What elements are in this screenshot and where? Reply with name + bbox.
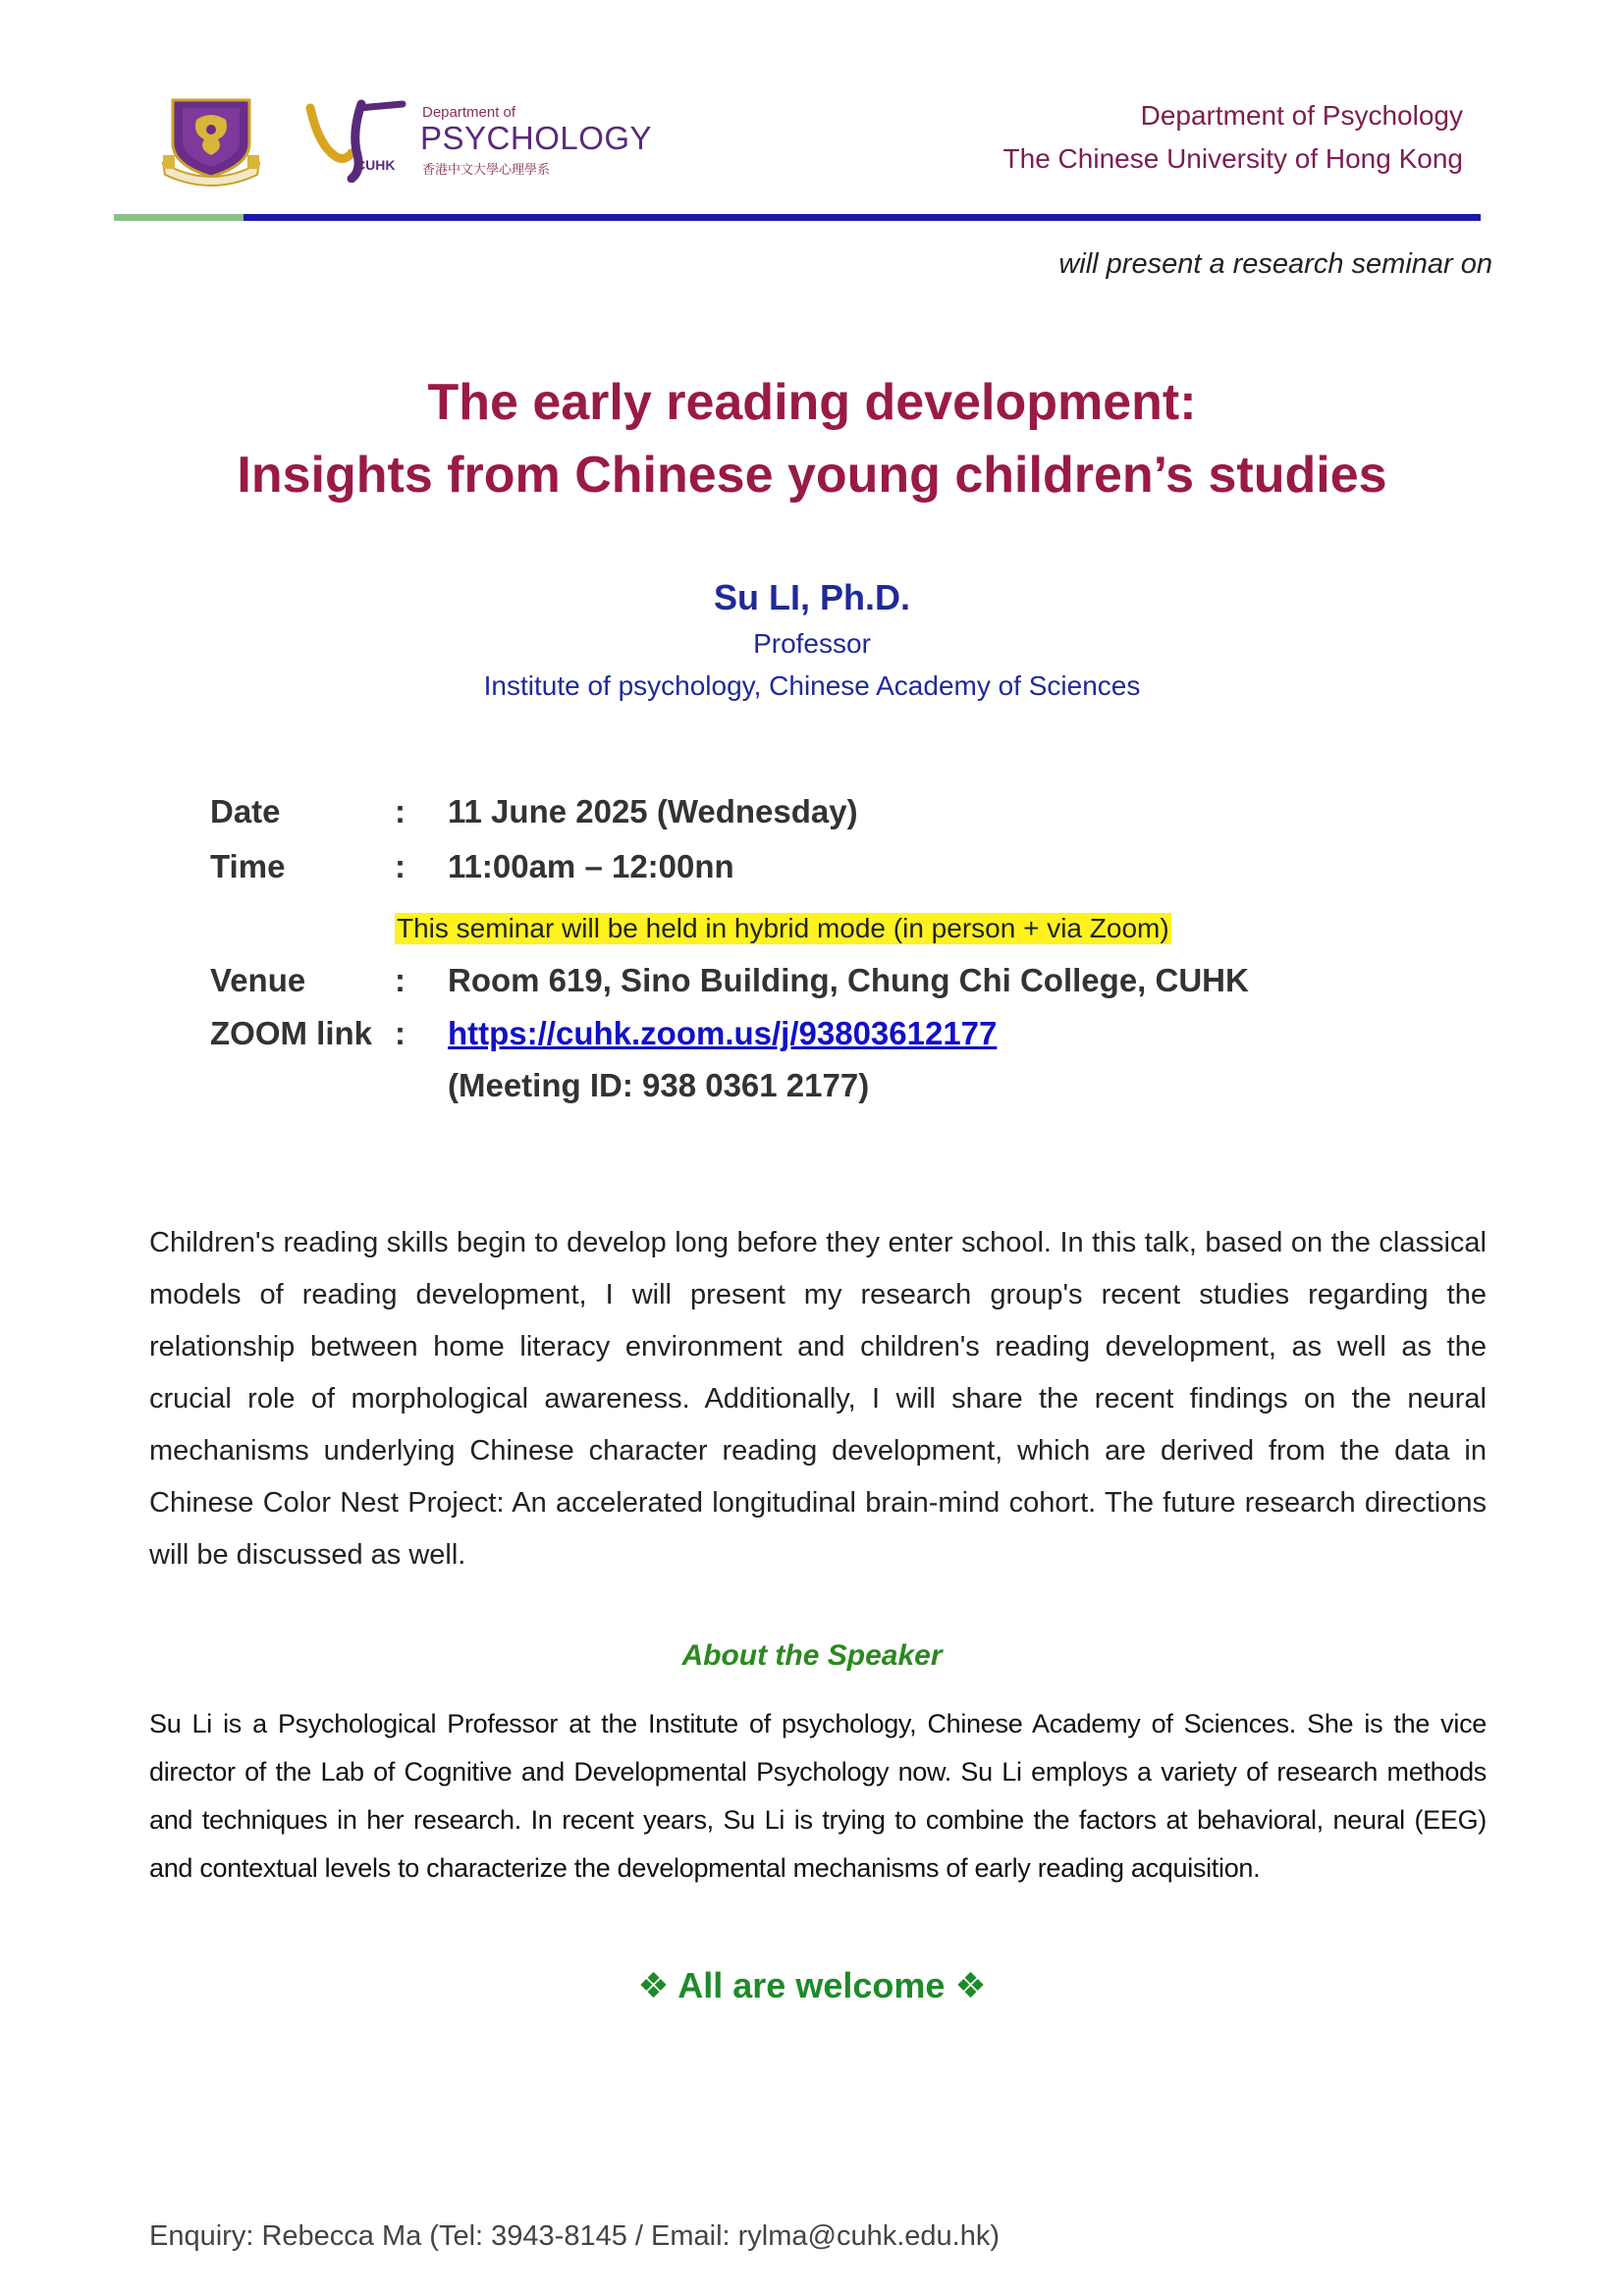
all-welcome-banner: ❖ All are welcome ❖ bbox=[637, 1965, 987, 2005]
venue-label: Venue bbox=[210, 962, 306, 998]
enquiry-contact: Enquiry: Rebecca Ma (Tel: 3943-8145 / Email: rylma@cuhk.edu.hk) bbox=[149, 2220, 1000, 2252]
zoom-colon: : bbox=[395, 1015, 406, 1051]
abstract-paragraph: Children's reading skills begin to develop long before they enter school. In this talk, based on the classical models of reading development, I will present my research group's recent studies regarding the relationship between home literacy environment and children's reading development, as well as the crucial role of morphological awareness. Additionally, I will share the recent findings on the neural mechanisms underlying Chinese character reading development, which are derived from the data in Chinese Color Nest Project: An accelerated longitudinal brain-mind cohort. The future research directions will be discussed as well. bbox=[149, 1227, 1487, 1571]
seminar-title-line-2: Insights from Chinese young children’s studies bbox=[237, 447, 1387, 504]
header-rule-green bbox=[114, 214, 244, 221]
zoom-link[interactable]: https://cuhk.zoom.us/j/93803612177 bbox=[448, 1015, 998, 1051]
about-speaker-heading: About the Speaker bbox=[681, 1639, 943, 1672]
speaker-role: Professor bbox=[753, 628, 871, 659]
date-colon: : bbox=[395, 793, 406, 829]
cuhk-crest-logo bbox=[159, 94, 263, 188]
date-label: Date bbox=[210, 793, 281, 829]
venue-colon: : bbox=[395, 962, 406, 998]
psychology-department-logo bbox=[300, 94, 653, 183]
logo-psychology-text: PSYCHOLOGY bbox=[420, 120, 653, 156]
seminar-title-line-1: The early reading development: bbox=[427, 374, 1197, 431]
logo-cuhk-text: CUHK bbox=[355, 157, 396, 173]
date-value: 11 June 2025 (Wednesday) bbox=[448, 793, 858, 829]
time-value: 11:00am – 12:00nn bbox=[448, 848, 734, 884]
zoom-label: ZOOM link bbox=[210, 1015, 372, 1051]
logo-department-of-text: Department of bbox=[422, 104, 516, 121]
speaker-name: Su LI, Ph.D. bbox=[713, 577, 910, 617]
intro-text: will present a research seminar on bbox=[1058, 248, 1492, 280]
header-university: The Chinese University of Hong Kong bbox=[1002, 143, 1463, 174]
hybrid-mode-note: This seminar will be held in hybrid mode (in person + via Zoom) bbox=[397, 913, 1169, 943]
venue-value: Room 619, Sino Building, Chung Chi College, CUHK bbox=[448, 962, 1249, 998]
time-colon: : bbox=[395, 848, 406, 884]
logo-chinese-name: 香港中文大學心理學系 bbox=[422, 162, 551, 177]
speaker-institution: Institute of psychology, Chinese Academy of Sciences bbox=[483, 670, 1141, 701]
speaker-bio-paragraph: Su Li is a Psychological Professor at the Institute of psychology, Chinese Academy of Sciences. She is the vice director of the Lab of Cognitive and Developmental Psychology now. Su Li employs a variety of research methods and techniques in her research. In recent years, Su Li is trying to combine the factors at behavioral, neural (EEG) and contextual levels to characterize the developmental mechanisms of early reading acquisition. bbox=[149, 1709, 1487, 1883]
time-label: Time bbox=[210, 848, 286, 884]
meeting-id: (Meeting ID: 938 0361 2177) bbox=[448, 1067, 870, 1103]
header-rule-blue bbox=[244, 214, 1481, 221]
header-department: Department of Psychology bbox=[1140, 100, 1463, 131]
